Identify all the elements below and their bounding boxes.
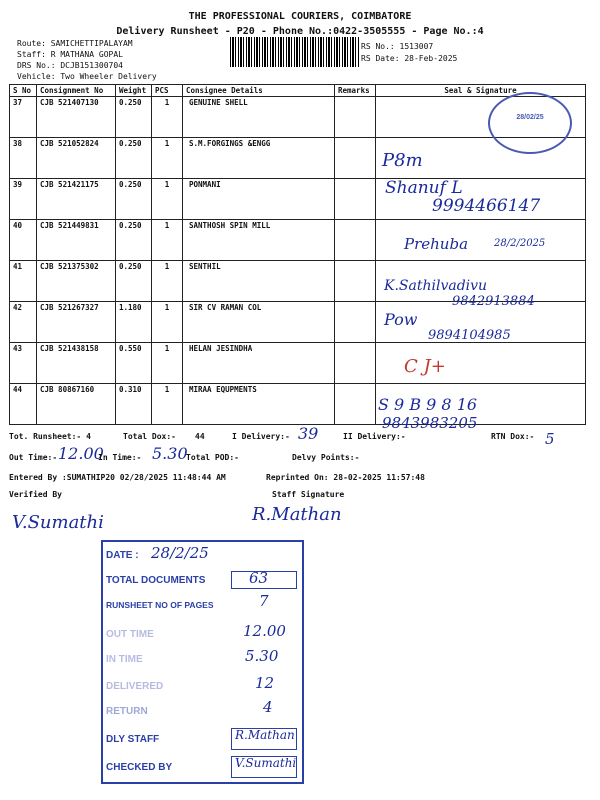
stamp-total-docs-label: TOTAL DOCUMENTS (106, 575, 206, 586)
stamp-return-label: RETURN (106, 706, 148, 717)
delivery-summary-stamp (101, 540, 304, 784)
cell-weight: 0.550 (116, 343, 152, 384)
stamp-out-time-value: 12.00 (243, 622, 286, 640)
cell-remarks (335, 384, 376, 425)
signature-row40: Prehuba (404, 235, 469, 253)
company-seal-stamp: 28/02/25 (488, 92, 572, 154)
cell-remarks (335, 220, 376, 261)
barcode (230, 37, 360, 67)
cell-pcs: 1 (152, 179, 183, 220)
cell-remarks (335, 138, 376, 179)
cell-consignee: PONMANI (183, 179, 335, 220)
tot-runsheet: Tot. Runsheet:- 4 (9, 432, 91, 441)
table-row (10, 384, 586, 425)
cell-sno: 44 (10, 384, 37, 425)
cell-consignee: GENUINE SHELL (183, 97, 335, 138)
verified-signature: V.Sumathi (12, 512, 104, 533)
cell-sno: 39 (10, 179, 37, 220)
ii-delivery-label: II Delivery:- (343, 432, 406, 441)
in-time-value: 5.30 (152, 444, 188, 463)
col-header-weight: Weight (116, 85, 152, 97)
cell-pcs: 1 (152, 343, 183, 384)
cell-pcs: 1 (152, 220, 183, 261)
stamp-total-docs-value: 63 (249, 569, 269, 587)
stamp-return-value: 4 (263, 698, 273, 716)
cell-consignee: SIR CV RAMAN COL (183, 302, 335, 343)
cell-remarks (335, 179, 376, 220)
cell-weight: 0.250 (116, 138, 152, 179)
cell-consignee: SANTHOSH SPIN MILL (183, 220, 335, 261)
in-time-label: In Time:- (98, 453, 142, 462)
phone-row41: 9842913884 (452, 294, 535, 309)
table-row (10, 343, 586, 384)
col-header-remarks: Remarks (335, 85, 376, 97)
stamp-dly-staff-value: R.Mathan (235, 728, 295, 742)
stamp-date-value: 28/2/25 (151, 544, 209, 562)
signature-row39: Shanuf L (385, 178, 463, 198)
stamp-checked-value: V.Sumathi (235, 756, 297, 770)
cell-sno: 41 (10, 261, 37, 302)
name-row41: K.Sathilvadivu (384, 278, 488, 294)
cell-consignment: CJB 80867160 (37, 384, 116, 425)
total-dox-label: Total Dox:- (123, 432, 176, 441)
i-delivery-value: 39 (298, 424, 319, 443)
stamp-in-time-value: 5.30 (245, 647, 279, 665)
cell-weight: 0.250 (116, 220, 152, 261)
delvy-points-label: Delvy Points:- (292, 453, 360, 462)
cell-remarks (335, 302, 376, 343)
col-header-seal: Seal & Signature (376, 85, 586, 97)
cell-consignment: CJB 521438158 (37, 343, 116, 384)
rs-date: RS Date: 28-Feb-2025 (361, 54, 458, 63)
signature-row43: C J+ (404, 356, 446, 377)
cell-pcs: 1 (152, 384, 183, 425)
stamp-pages-value: 7 (259, 592, 269, 610)
company-title: THE PROFESSIONAL COURIERS, COIMBATORE (188, 11, 412, 22)
cell-weight: 0.310 (116, 384, 152, 425)
cell-consignee: SENTHIL (183, 261, 335, 302)
stamp-delivered-value: 12 (255, 674, 275, 692)
entered-by: Entered By :SUMATHIP20 02/28/2025 11:48:44 AM (9, 473, 226, 482)
cell-sno: 43 (10, 343, 37, 384)
out-time-label: Out Time:- (9, 453, 58, 462)
phone-row42: 9894104985 (428, 328, 511, 343)
cell-remarks (335, 97, 376, 138)
col-header-consignment: Consignment No (37, 85, 116, 97)
staff-label: Staff: R MATHANA GOPAL (17, 50, 123, 59)
name-row42: Pow (384, 310, 418, 329)
table-header-row (10, 85, 586, 97)
total-pod-label: Total POD:- (186, 453, 239, 462)
phone-row44: 9843983205 (382, 414, 478, 432)
cell-pcs: 1 (152, 97, 183, 138)
cell-weight: 1.180 (116, 302, 152, 343)
stamp-pages-label: RUNSHEET NO OF PAGES (106, 600, 214, 610)
cell-consignment: CJB 521375302 (37, 261, 116, 302)
cell-pcs: 1 (152, 302, 183, 343)
vehicle-label: Vehicle: Two Wheeler Delivery (17, 72, 157, 81)
date-row40: 28/2/2025 (494, 238, 546, 249)
route-label: Route: SAMICHETTIPALAYAM (17, 39, 133, 48)
phone-row39: 9994466147 (432, 196, 541, 216)
cell-consignment: CJB 521407130 (37, 97, 116, 138)
stamp-dly-staff-label: DLY STAFF (106, 734, 160, 745)
rtn-dox-label: RTN Dox:- (491, 432, 535, 441)
cell-pcs: 1 (152, 138, 183, 179)
cell-consignee: HELAN JESINDHA (183, 343, 335, 384)
rs-number: RS No.: 1513007 (361, 42, 434, 51)
stamp-date-label: DATE : (106, 550, 139, 561)
cell-weight: 0.250 (116, 179, 152, 220)
verified-by-label: Verified By (9, 490, 62, 499)
col-header-sno: S No (10, 85, 37, 97)
i-delivery-label: I Delivery:- (232, 432, 290, 441)
stamp-delivered-label: DELIVERED (106, 681, 164, 692)
cell-consignee: MIRAA EQUPMENTS (183, 384, 335, 425)
cell-weight: 0.250 (116, 261, 152, 302)
cell-consignment: CJB 521052824 (37, 138, 116, 179)
stamp-in-time-label: IN TIME (106, 654, 143, 665)
stamp-checked-label: CHECKED BY (106, 762, 173, 773)
staff-signature: R.Mathan (252, 504, 342, 525)
total-dox-value: 44 (195, 432, 205, 441)
out-time-value: 12.00 (58, 444, 104, 463)
rtn-dox-value: 5 (545, 430, 555, 448)
cell-remarks (335, 261, 376, 302)
col-header-pcs: PCS (152, 85, 183, 97)
cell-remarks (335, 343, 376, 384)
cell-sno: 40 (10, 220, 37, 261)
staff-signature-label: Staff Signature (272, 490, 345, 499)
cell-consignee: S.M.FORGINGS &ENGG (183, 138, 335, 179)
cell-sno: 42 (10, 302, 37, 343)
cell-consignment: CJB 521267327 (37, 302, 116, 343)
runsheet-subtitle: Delivery Runsheet - P20 - Phone No.:0422-3505555 - Page No.:4 (116, 26, 484, 37)
cell-sno: 38 (10, 138, 37, 179)
signature-row44: S 9 B 9 8 16 (378, 395, 478, 414)
cell-consignment: CJB 521449831 (37, 220, 116, 261)
cell-consignment: CJB 521421175 (37, 179, 116, 220)
signature-row38: P8m (382, 150, 423, 171)
stamp-out-time-label: OUT TIME (106, 629, 154, 640)
drs-label: DRS No.: DCJB151300704 (17, 61, 123, 70)
col-header-consignee: Consignee Details (183, 85, 335, 97)
reprinted-on: Reprinted On: 28-02-2025 11:57:48 (266, 473, 425, 482)
cell-weight: 0.250 (116, 97, 152, 138)
cell-sno: 37 (10, 97, 37, 138)
cell-pcs: 1 (152, 261, 183, 302)
